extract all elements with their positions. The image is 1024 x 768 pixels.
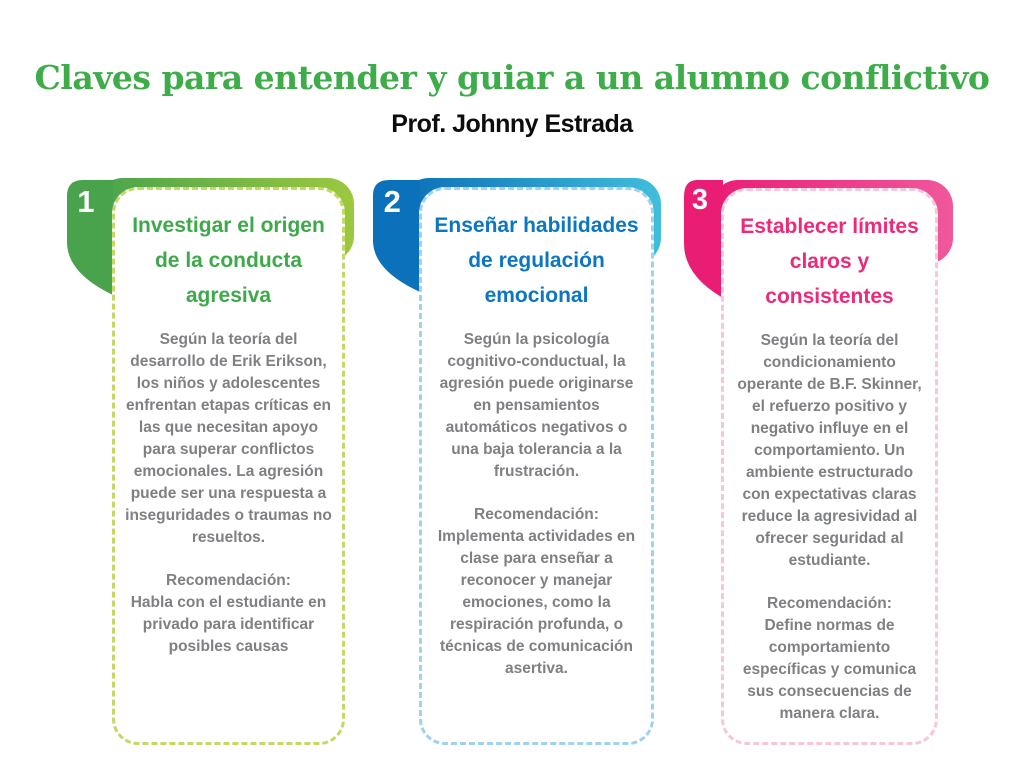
card-recommendation	[431, 504, 642, 680]
card-number: 1	[77, 184, 95, 219]
card-content	[112, 187, 345, 745]
card-content	[721, 188, 938, 745]
recommendation-label: Recomendación:	[166, 572, 291, 590]
card-content	[419, 187, 654, 745]
card-investigar-origen	[67, 178, 354, 758]
card-theory-text: Según la teoría del condicionamiento operante de B.F. Skinner, el refuerzo positivo y negativo influye en el comportamiento. Un ambiente estructurado con expectativas claras reduce la agresividad al ofrecer seguridad al estudiante.	[737, 332, 922, 570]
recommendation-text: Define normas de comportamiento específicas y comunica sus consecuencias de manera clara.	[742, 617, 917, 723]
number-ribbon-icon	[373, 180, 420, 292]
page-subtitle: Prof. Johnny Estrada	[391, 110, 633, 138]
card-title: Establecer límites claros y consistentes	[740, 215, 919, 309]
number-ribbon-icon	[67, 180, 113, 295]
card-recommendation	[124, 570, 333, 658]
card-number: 3	[691, 184, 709, 216]
card-theory-text: Según la teoría del desarrollo de Erik Erikson, los niños y adolescentes enfrentan etapas críticas en las que necesitan apoyo para superar conflictos emocionales. La agresión puede ser una respuesta a inseguridades o traumas no resueltos.	[125, 331, 332, 547]
card-title: Investigar el origen de la conducta agresiva	[132, 214, 325, 308]
page-title: Claves para entender y guiar a un alumno conflictivo	[34, 58, 990, 97]
number-ribbon-icon	[684, 180, 723, 298]
recommendation-label: Recomendación:	[474, 506, 599, 524]
card-establecer-limites	[684, 180, 953, 758]
card-number: 2	[383, 184, 401, 219]
recommendation-text: Implementa actividades en clase para enseñar a reconocer y manejar emociones, como la respiración profunda, o técnicas de comunicación asertiva.	[437, 528, 636, 678]
recommendation-text: Habla con el estudiante en privado para identificar posibles causas	[130, 594, 327, 656]
card-ensenar-regulacion	[373, 178, 661, 758]
recommendation-label: Recomendación:	[767, 595, 892, 613]
card-recommendation	[733, 593, 926, 725]
card-title: Enseñar habilidades de regulación emocional	[434, 214, 639, 308]
card-theory-text: Según la psicología cognitivo-conductual, la agresión puede originarse en pensamientos automáticos negativos o una baja tolerancia a la frustración.	[439, 331, 634, 481]
